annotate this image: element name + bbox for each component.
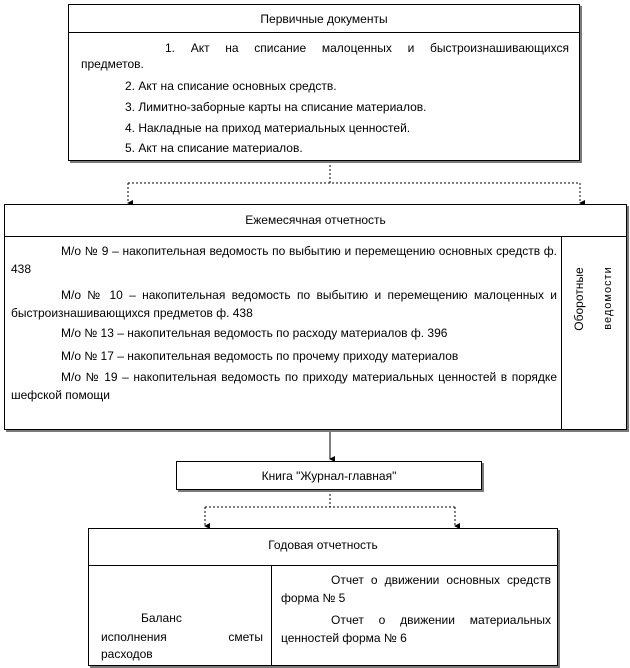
primary-title-divider xyxy=(69,32,579,33)
primary-documents-box xyxy=(68,4,580,161)
annual-report-form-5-text: Отчет о движении основных средств форма № 5 xyxy=(281,573,551,605)
monthly-entry-19-text: М/о № 19 – накопительная ведомость по приходу материальных ценностей в порядке шефской помощи xyxy=(11,370,557,402)
monthly-entry-9 xyxy=(11,242,557,278)
primary-item-3: 3. Лимитно-заборные карты на списание материалов. xyxy=(125,100,427,114)
turnover-sheets-label-1: Оборотные xyxy=(572,267,586,331)
primary-documents-title: Первичные документы xyxy=(260,12,388,26)
annual-report-form-6-text: Отчет о движении материальных ценностей форма № 6 xyxy=(281,613,551,645)
primary-item-1-cont: предметов. xyxy=(81,57,144,71)
primary-item-1-line1: 1. Акт на списание малоценных и быстроизнашивающихся xyxy=(165,41,569,55)
annual-reporting-title: Годовая отчетность xyxy=(268,538,378,552)
monthly-side-divider xyxy=(561,236,562,429)
annual-balance-line2: исполнения сметы xyxy=(101,630,263,644)
monthly-entry-10 xyxy=(11,286,557,322)
journal-main-box xyxy=(176,461,482,490)
monthly-title-divider xyxy=(5,236,626,237)
annual-reporting-box xyxy=(88,528,558,666)
monthly-entry-19 xyxy=(11,368,557,404)
annual-title-divider xyxy=(89,565,557,566)
primary-item-1 xyxy=(81,41,569,56)
monthly-entry-10-text: М/о № 10 – накопительная ведомость по выбытию и перемещению малоценных и быстроизнашивающихся предметов ф. 438 xyxy=(11,288,557,320)
monthly-entry-9-text: М/о № 9 – накопительная ведомость по выбытию и перемещению основных средств ф. 438 xyxy=(11,244,557,276)
annual-report-form-6 xyxy=(281,611,551,647)
journal-main-title: Книга "Журнал-главная" xyxy=(261,469,397,483)
monthly-reporting-box xyxy=(4,204,627,430)
primary-item-4: 4. Накладные на приход материальных ценностей. xyxy=(125,121,411,135)
annual-column-divider xyxy=(271,565,272,665)
primary-item-5: 5. Акт на списание материалов. xyxy=(125,141,303,155)
annual-balance-line1: Баланс xyxy=(141,611,182,625)
monthly-entry-13: М/о № 13 – накопительная ведомость по расходу материалов ф. 396 xyxy=(61,326,448,340)
annual-balance-line3: расходов xyxy=(101,647,153,661)
monthly-entry-17: М/о № 17 – накопительная ведомость по прочему приходу материалов xyxy=(61,349,459,363)
monthly-reporting-title: Ежемесячная отчетность xyxy=(245,213,386,227)
annual-report-form-5 xyxy=(281,571,551,607)
primary-item-2: 2. Акт на списание основных средств. xyxy=(125,79,337,93)
turnover-sheets-label-2: ведомости xyxy=(602,266,614,330)
